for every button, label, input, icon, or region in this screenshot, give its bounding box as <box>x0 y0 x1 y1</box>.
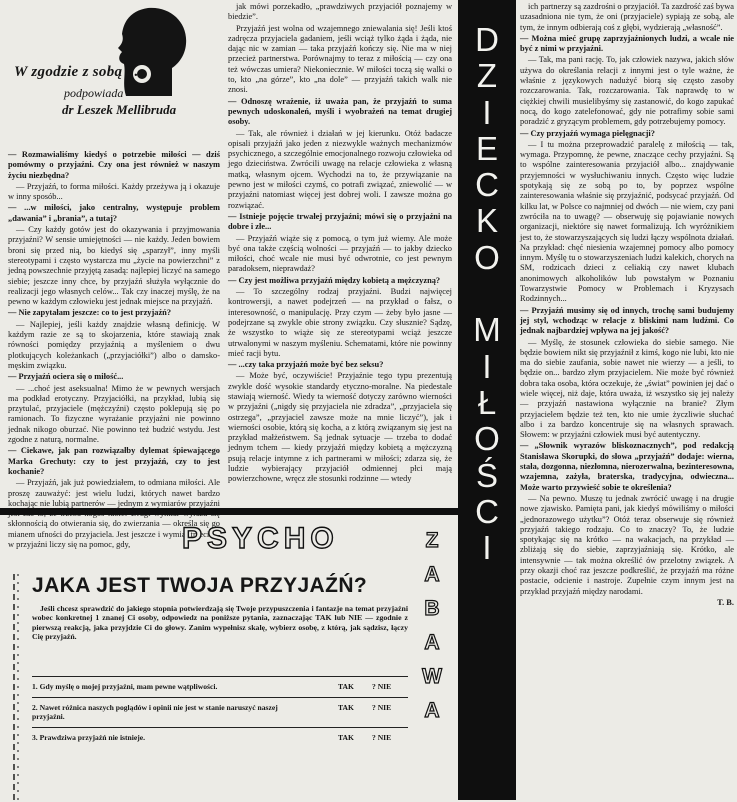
quiz-vertical-letter: A <box>424 699 440 722</box>
vertical-title-letter: D <box>475 21 499 58</box>
vertical-title-letter: C <box>475 492 499 530</box>
vertical-title-letter: I <box>482 93 492 131</box>
article-paragraph: — Przyjaźń, to forma miłości. Każdy przeżywa ją i okazuje w inny sposób... <box>8 181 220 202</box>
quiz-item-text: 2. Nawet różnica naszych poglądów i opinii nie jest w stanie naruszyć naszej przyjaźni. <box>32 703 278 721</box>
quiz-top-rule <box>0 508 458 515</box>
column-banner <box>8 4 220 148</box>
article-paragraph: — Myślę, że stosunek człowieka do siebie samego. Nie będzie bowiem nikt się przyjaźnił z kimś, kogo nie lubi, kto nie ma do siebie zaufania, sobie nawet nie wierzy — a jeśli, to będzie on... bardzo złym przyjacielem. Nie może być również dobra taka osoba, która oczekuje, że „świat” powinien jej dać o wiele więcej, niż daje, która uważa, iż wszystko się jej należy — przyjaźń nastawiona wyłącznie na branie? Złym przyjacielem będzie też ten, kto nie umie życzliwie słuchać albo i za bardzo koncentruje się na własnych sprawach. Słowem: w przyjaźni człowiek musi być autentyczny. <box>520 337 734 440</box>
vertical-title-letter: E <box>475 129 498 167</box>
quiz-intro: Jeśli chcesz sprawdzić do jakiego stopnia potwierdzają się Twoje przypuszczenia i fantazje na temat przyjaźni wobec konkretnej 1 znanej Ci osoby, odpowiedz na poniższe pytania, zaznaczając TAK lub NIE — zgodnie z pierwszą reakcją, jaka przyjdzie Ci do głowy. Zanim wypełnisz skalę, wybierz osobę, z którą, jak sądzisz, łączy Cię przyjaźń. <box>32 604 408 642</box>
banner-author: dr Leszek Mellibruda <box>62 102 177 117</box>
interview-question: — Czy jest możliwa przyjaźń między kobietą a mężczyzną? <box>228 275 441 285</box>
quiz-title: PSYCHO <box>182 522 339 555</box>
quiz-vertical-letter: A <box>424 631 440 654</box>
article-paragraph: — Przyjaźń wiąże się z pomocą, o tym już wiemy. Ale może być ona także częścią wolności — przyjaźń — to jakby dziecko miłości, choć wcale nie musi być odwrotnie, co jest pewnym paradoksem, nieprawdaż? <box>228 233 452 274</box>
vertical-title <box>458 22 516 566</box>
quiz-item <box>32 727 408 748</box>
quiz-item-text: 3. Prawdziwa przyjaźń nie istnieje. <box>32 733 146 742</box>
quiz-answers <box>338 682 408 691</box>
author-signature: T. B. <box>717 597 734 607</box>
quiz-answers <box>338 733 408 742</box>
quiz-answer-yes[interactable]: TAK <box>338 682 354 691</box>
quiz-item <box>32 697 408 727</box>
article-paragraph: — Czy każdy gotów jest do okazywania i przyjmowania przyjaźni? W sensie umiejętności — nie każdy. Jeden bowiem broni się przed nią, bo kiedyś się „sparzył”, inny myśli stereotypami i często wystarcza mu „życie na powierzchni” z jedną powszechnie przyjętą zasadą: najlepiej liczyć na samego siebie; jeszcze inny chce, by przyjaźń służyła wyłącznie do realizacji jego własnych celów... Tak czy inaczej myślę, że na pewno w każdym człowieku jest jednak miejsce na przyjaźń. <box>8 225 220 307</box>
vertical-title-band <box>458 0 516 800</box>
vertical-title-letter: O <box>474 420 500 458</box>
interview-question: — Istnieje pojęcie trwałej przyjaźni; mówi się o przyjaźni na dobre i złe... <box>228 211 452 232</box>
interview-question: — Czy przyjaźń wymaga pielęgnacji? <box>520 128 655 138</box>
vertical-title-letter: C <box>475 166 499 204</box>
vertical-title-letter: O <box>474 238 500 276</box>
vertical-title-letter: I <box>482 529 492 567</box>
quiz-item-text: 1. Gdy myślę o mojej przyjaźni, mam pewne wątpliwości. <box>32 682 218 691</box>
quiz-item <box>32 676 408 697</box>
quiz-vertical-letter: A <box>424 563 440 586</box>
interview-question: — Przyjaźń musimy się od innych, trochę sami budujemy jej styl, wchodząc w relacje z bliskimi nam ludźmi. Co jednak najbardziej wpływa na jej jakość? <box>520 305 734 336</box>
quiz-vertical-letter: Z <box>425 529 439 552</box>
interview-question: — Rozmawialiśmy kiedyś o potrzebie miłości — dziś pomówmy o przyjaźni. Czy ona jest również w naszym życiu niezbędna? <box>8 150 220 180</box>
vertical-title-letter: K <box>475 202 498 240</box>
article-column-1 <box>8 150 220 549</box>
article-paragraph: — Tak, ale również i działań w jej kierunku. Otóż badacze opisali przyjaźń jako jeden z niezwykle ważnych mechanizmów psychicznego, a szczególnie emocjonalnego rozwoju człowieka od jego dzieciństwa. Zwrócili uwagę na relacje człowieka z własną matką, własnym ojcem. Wychodzi na to, że przywiązanie na pewno jest w miłości czymś, co potrafi związać, zniewolić — w przyjaźni natomiast więcej jest dobrej woli. I zawsze można go rozwiązać. <box>228 128 452 210</box>
quiz-side-dashes-icon <box>0 574 22 800</box>
quiz-vertical-letter: W <box>422 665 442 688</box>
vertical-title-letter <box>458 276 516 312</box>
article-paragraph: — Najlepiej, jeśli każdy znajdzie własną definicję. W każdym razie ze są to skojarzenia, które stawiają znak równości pomiędzy przyjaźnią a myśleniem o dwu plotkujących koleżankach („przyjaciółki”) albo o damsko-męskim związku. <box>8 319 220 370</box>
article-paragraph: — ...choć jest aseksualna! Mimo że w pewnych wersjach ma podkład erotyczny. Przyjaciółki, na przykład, lubią się przytulać, przyjaciele (mężczyźni) często poklepują się po ramionach. To fizyczne wyrażanie przyjaźni nie powinno jednak nikogo oburzać. Nie powinno też budzić wstydu. Jest zgodne z naturą, normalne. <box>8 383 220 445</box>
vertical-title-letter: M <box>473 311 501 349</box>
vertical-title-letter: Z <box>476 57 498 95</box>
quiz-answer-no[interactable]: ? NIE <box>372 703 392 712</box>
interview-question: — Odnoszę wrażenie, iż uważa pan, że przyjaźń to suma pewnych udoskonaleń, myśli i wyobrażeń na temat drugiej osoby. <box>228 96 452 127</box>
quiz-answer-no[interactable]: ? NIE <box>372 682 392 691</box>
article-paragraph: jak mówi porzekadło, „prawdziwych przyjaciół poznajemy w biedzie”. <box>228 2 452 22</box>
banner-subtitle: podpowiada <box>64 86 124 100</box>
quiz-answer-yes[interactable]: TAK <box>338 733 354 742</box>
banner-headline: W zgodzie z sobą ... <box>14 64 139 80</box>
article-paragraph: ich partnerzy są zazdrośni o przyjaciół. Ta zazdrość zaś bywa uzasadniona nie tym, że oni (przyjaciele) sypiają ze sobą, ale tym, że innym odbierają coś z głębi, wydzierają „własność”. <box>520 2 734 32</box>
article-paragraph: — To szczególny rodzaj przyjaźni. Budzi najwięcej kontrowersji, a nawet podejrzeń — na przykład o fałsz, o interesowność, o manipulację. Przy czym — żeby było jasne — podejrzane są zwykle obie strony związku. Czy słusznie? Sądzę, że wszystko to wiąże się ze stereotypami wciąż jeszcze utrwalonymi w naszym myśleniu. Schematami, które nie powinny mieć racji bytu. <box>228 287 452 358</box>
article-paragraph: Przyjaźń jest wolna od wzajemnego zniewalania się! Jeśli ktoś zadręcza przyjaciela gadaniem, jeśli wciąż tylko żąda i żąda, nie dając nic w zamian — taka przyjaźń kończy się. Nie ma w niej przecież partnerstwa. Porównajmy to teraz z miłością — czy ona też wówczas umiera? Niekoniecznie. W miłości toczą się walki o to, kto „na górze”, kto „na dole” — przyjaźń takich walk nie znosi. <box>228 23 452 95</box>
psycho-quiz-box <box>0 508 458 800</box>
interview-question: — Nie zapytałam jeszcze: co to jest przyjaźń? <box>8 308 172 318</box>
article-paragraph: — Przyjaźń, jak już powiedziałem, to odmiana miłości. Ale proszę zauważyć: jest wielu ludzi, których nawet bardzo kochając nie lubią partnerów — jednym z wymiarów przyjaźni skłonnością do otwierania się, do zwierzania — określa się go mianem ufności do przyjaciela. Jest jeszcze i wymiar trzeci — w przyjaźni liczy się na pomoc, gdy, <box>8 478 220 549</box>
quiz-vertical-word <box>412 524 452 728</box>
article-column-4 <box>520 2 734 800</box>
quiz-vertical-letter: B <box>424 597 440 620</box>
quiz-question: JAKA JEST TWOJA PRZYJAŹŃ? <box>32 574 368 597</box>
article-paragraph: — I tu można przeprowadzić paralelę z miłością — tak, wymaga. Przypomnę, że pewne, znaczące cechy przyjaźni. Są to wspólne zainteresowania przyjaciół albo... znajdywanie przyjemności w wysłuchiwaniu innych. Często więc ludzie spotykają się ze sobą po to, by poprzez wspólne zainteresowania właśnie się przyjaźnić, podsycać przyjaźń. Od kilku lat, w Polsce co najmniej od dwóch — nie wiem, czy pani zwróciła na to uwagę? — obserwuję się pojawianie nowych organizacji, niektóre się nawet formalizują. Ich wyróżnikiem jest to, że stowarzyszających się ludzi łączy wspólnota działań. Na przykład: chęć niesienia wzajemnej pomocy albo pomocy innym. Myślę tu o stowarzyszeniach ludzi kalekich, chorych na SM, rodzicach dzieci z celiakią czy nawet klubach anonimowych alkoholików lub powstałym w Poznaniu Towarzystwie Pomocy w Problemach i Kryzysach Rodzinnych... <box>520 139 734 304</box>
quiz-answer-no[interactable]: ? NIE <box>372 733 392 742</box>
interview-question: — Ciekawe, jak pan rozwiązałby dylemat śpiewającego Marka Grechuty: czy to jest przyjaźń, czy to jest kochanie? <box>8 446 220 476</box>
article-paragraph: — Tak, ma pani rację. To, jak człowiek nazywa, jakich słów używa do określania relacji z innymi jest o tyle ważne, że właśnie z językowych nadużyć biorą się często zasoby rozczarowania. Tak, rozczarowania. Tak naprawdę to w ciężkiej chwili musielibyśmy się zastanowić, do kogo zapukać nocą, do kogo zatelefonować, gdy nie potrafimy sobie sami poradzić z gryzącym problemem, gdy potrzebujemy pomocy. <box>520 55 734 127</box>
interview-question: — Można mieć grupę zaprzyjaźnionych ludzi, a wcale nie być z nimi w przyjaźni. <box>520 33 734 54</box>
interview-question: — „Słownik wyrazów bliskoznacznych”, pod redakcją Stanisława Skorupki, do słowa „przyjaźń” dodaje: wierna, stała, dozgonna, niezłomna, nierozerwalna, bezinteresowna, wzajemna, zażyła, braterska, tradycyjna, odwieczna... Może warto przywieść sobie te określenia? <box>520 441 734 492</box>
interview-question: — Przyjaźń ociera się o miłość... <box>8 372 124 382</box>
article-paragraph: — Może być, oczywiście! Przyjaźnie tego typu prezentują zwykle dość wysokie standardy etyczno-moralne. Na piedestale stawiają wierność. Wiedy ta wierność dotyczy zarówno wierności w przyjaźni („nigdy się przyjaciela nie zdradza”, „przyjaciela się ostrzega”, „przyjaciel zawsze może na mnie liczyć”), jak i wierności osobie, którą się kocha, a z którą związanym się jest na przykład małżeństwem. Są jednak sytuacje — trzeba to dodać jednym tchem — kiedy przyjaźń między kobietą a mężczyzną psują relacje intymne z ich partnerami w miłości; zdarza się, że ludzie wybierający przyjaciół odmiennej płci mają powierzchowne, wręcz złe stosunki rodzinne — wtedy <box>228 371 452 484</box>
vertical-title-letter: I <box>482 347 492 385</box>
quiz-items <box>32 676 408 748</box>
interview-question: — ...w miłości, jako centralny, występuje problem „dawania” i „brania”, a tutaj? <box>8 203 220 223</box>
article-paragraph: — Na pewno. Muszę tu jednak zwrócić uwagę i na drugie nowe zjawisko. Pamięta pani, jak kiedyś mówiliśmy o miłości „jednorazowego użytku”? Otóż teraz obserwuje się również przyjaźń takiego rodzaju. Co to znaczy? To, że ludzie spotykając się na krótko — na wakacjach, na przykład — zbliżają się do siebie, zaprzyjaźniają się. Krótko, ale intensywnie — tak można określić ów przelotny związek. A przy okazji choć raz jeszcze podkreślić, że przyjaźń ma różne postacie, odcienie i nastroje. Zupełnie czym innym jest na przykład przyjaźń między narodami. <box>520 493 734 596</box>
quiz-answer-yes[interactable]: TAK <box>338 703 354 712</box>
vertical-title-letter: Ł <box>477 383 497 421</box>
quiz-answers <box>338 703 408 712</box>
vertical-title-letter: Ś <box>475 456 498 494</box>
interview-question: — ...czy taka przyjaźń może być bez seksu? <box>228 360 384 370</box>
